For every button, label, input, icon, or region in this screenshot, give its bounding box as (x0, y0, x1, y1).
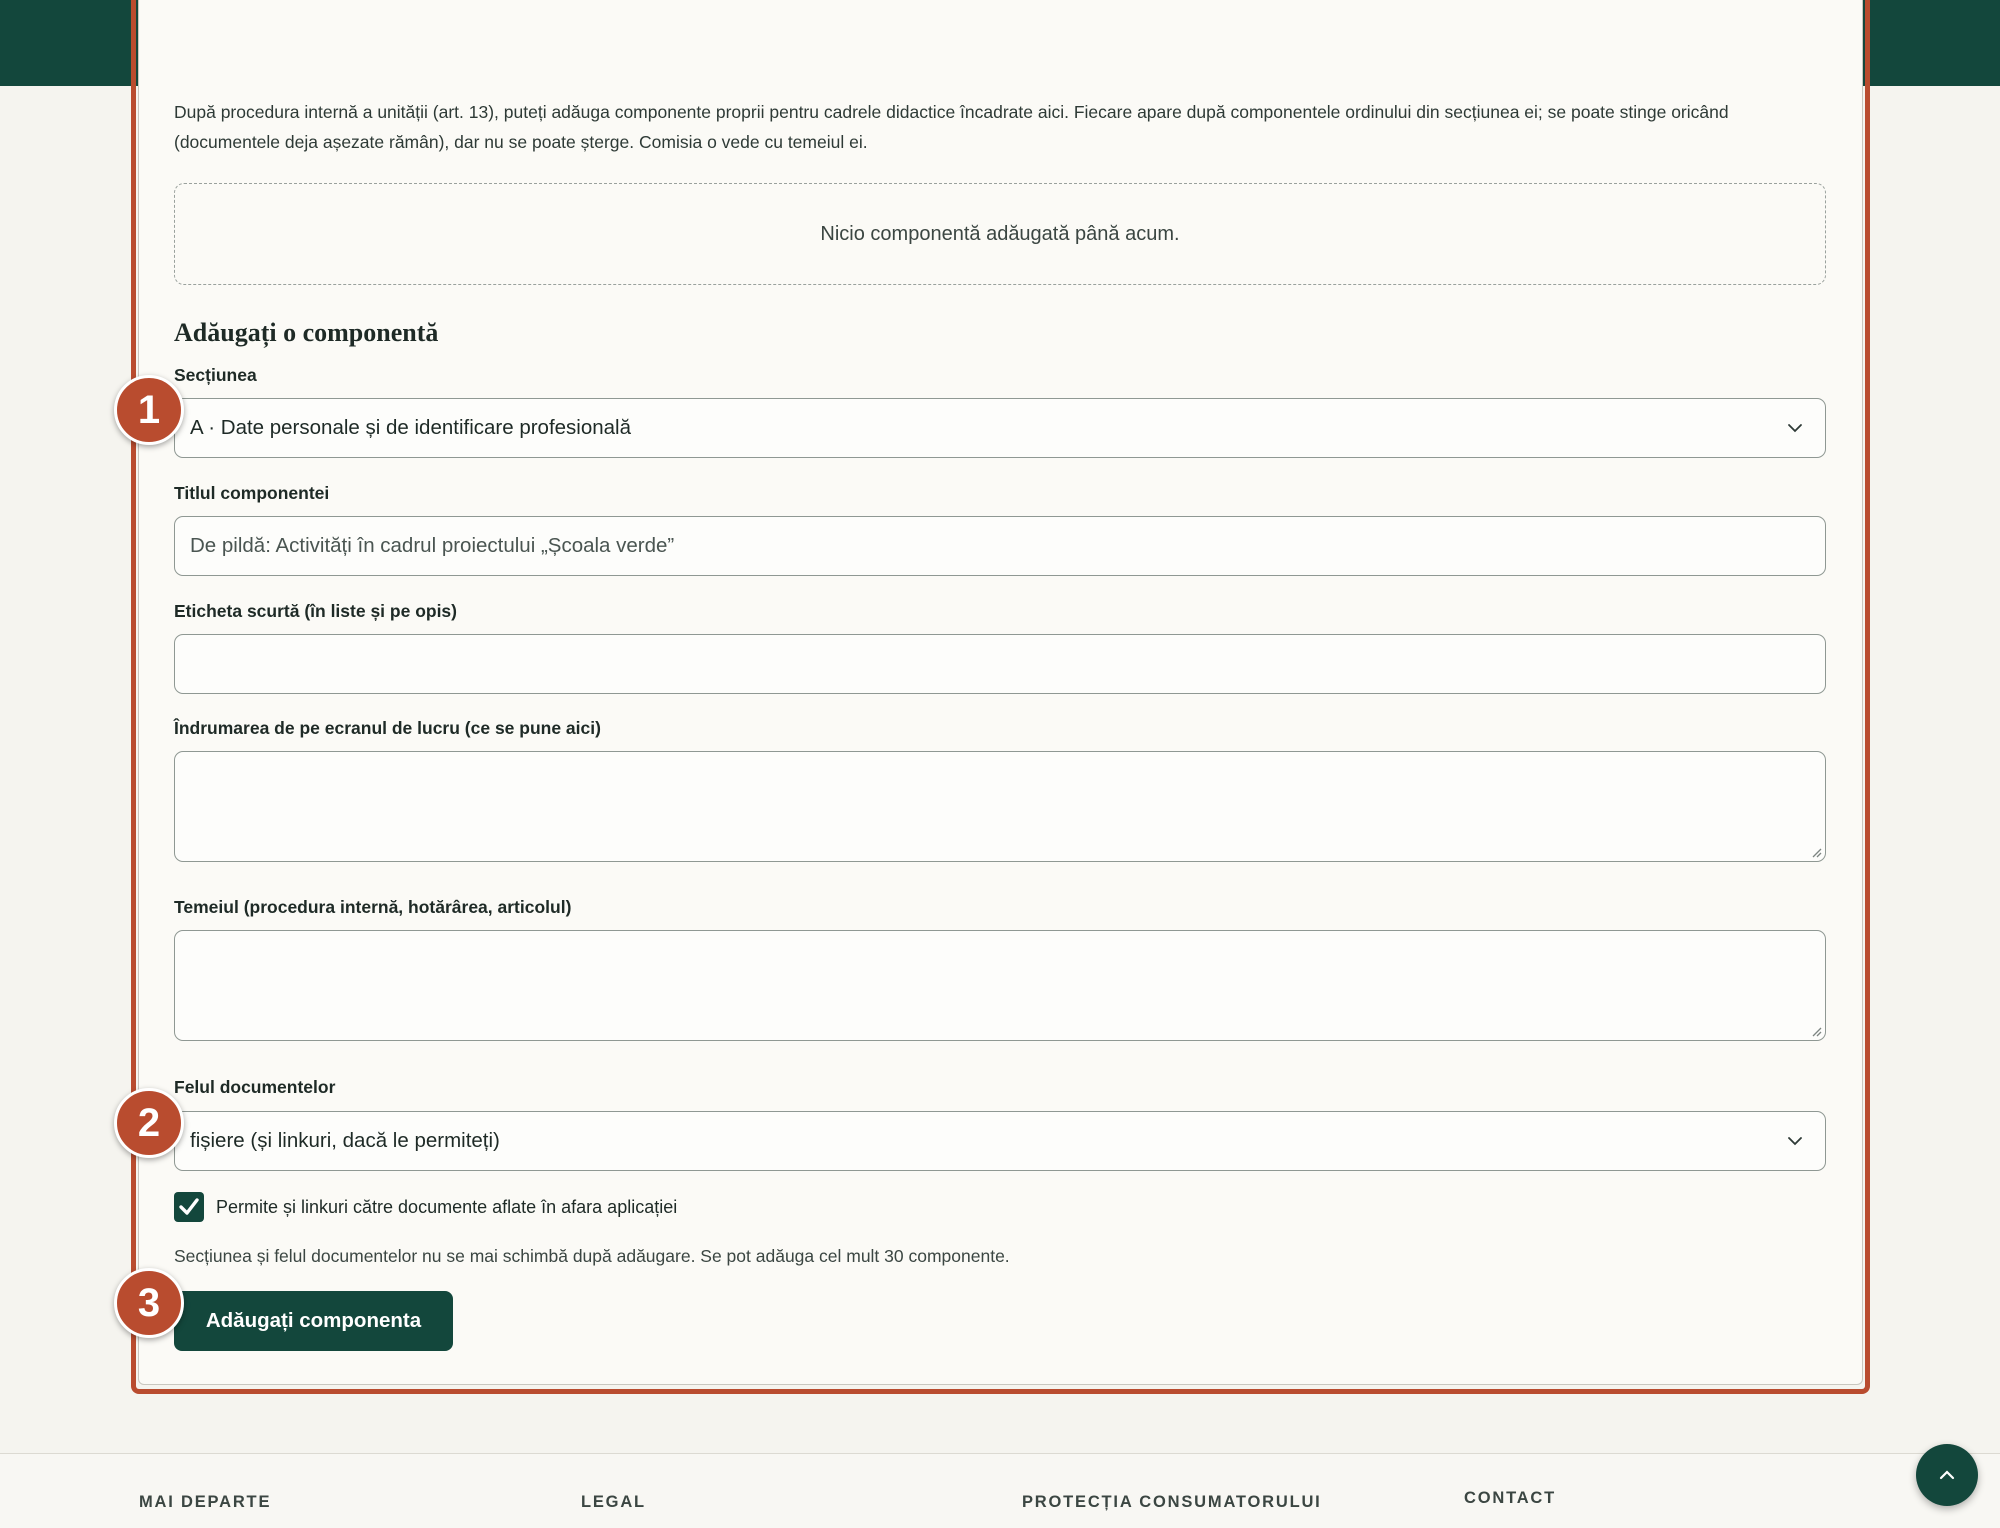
guidance-textarea[interactable] (174, 751, 1826, 862)
add-component-button[interactable]: Adăugați componenta (174, 1291, 453, 1351)
section-select[interactable] (174, 398, 1826, 458)
allow-links-label: Permite și linkuri către documente aflate în afara aplicației (216, 1196, 678, 1217)
form-note: Secțiunea și felul documentelor nu se mai schimbă după adăugare. Se pot adăuga cel mult 30 componente. (174, 1246, 1010, 1266)
resize-grip-icon[interactable] (1810, 1025, 1822, 1037)
title-label: Titlul componentei (174, 483, 330, 503)
basis-label: Temeiul (procedura internă, hotărârea, articolul) (174, 897, 572, 917)
footer-heading-contact: CONTACT (1464, 1489, 1557, 1507)
short-label-input[interactable] (174, 634, 1826, 694)
step-marker-3: 3 (114, 1268, 184, 1338)
short-label-label: Eticheta scurtă (în liste și pe opis) (174, 601, 457, 621)
title-placeholder: De pildă: Activități în cadrul proiectului „Școala verde” (190, 534, 675, 557)
footer-heading-protectia-consumatorului: PROTECȚIA CONSUMATORULUI (1022, 1493, 1322, 1511)
allow-links-checkbox[interactable] (174, 1192, 204, 1222)
doc-type-label: Felul documentelor (174, 1077, 336, 1097)
footer-heading-legal: LEGAL (581, 1493, 646, 1511)
step-marker-2: 2 (114, 1088, 184, 1158)
step-marker-1: 1 (114, 375, 184, 445)
add-component-heading: Adăugați o componentă (174, 318, 439, 347)
basis-textarea[interactable] (174, 930, 1826, 1041)
section-selected-value: A · Date personale și de identificare profesională (190, 416, 632, 439)
chevron-up-icon (1937, 1468, 1957, 1482)
title-input[interactable] (174, 516, 1826, 576)
doc-type-select[interactable] (174, 1111, 1826, 1171)
empty-state-text: Nicio componentă adăugată până acum. (820, 222, 1180, 245)
allow-links-option[interactable] (174, 1192, 677, 1222)
doc-type-selected-value: fișiere (și linkuri, dacă le permiteți) (190, 1129, 500, 1152)
intro-text: După procedura internă a unității (art. 13), puteți adăuga componente proprii pentru cadrele didactice încadrate aici. Fiecare apare după componentele ordinului din secțiunea ei; se poate stinge oricând (documentele deja așezate rămân), dar nu se poate șterge. Comisia o vede cu temeiul ei. (174, 102, 1729, 152)
resize-grip-icon[interactable] (1810, 846, 1822, 858)
chevron-down-icon (1787, 421, 1803, 435)
guidance-label: Îndrumarea de pe ecranul de lucru (ce se pune aici) (174, 718, 601, 738)
footer-heading-mai-departe: MAI DEPARTE (139, 1493, 272, 1511)
empty-state (174, 183, 1826, 285)
footer (0, 1453, 2000, 1528)
back-to-top-button[interactable] (1916, 1444, 1978, 1506)
section-label: Secțiunea (174, 365, 257, 385)
chevron-down-icon (1787, 1134, 1803, 1148)
check-icon (178, 1197, 200, 1217)
